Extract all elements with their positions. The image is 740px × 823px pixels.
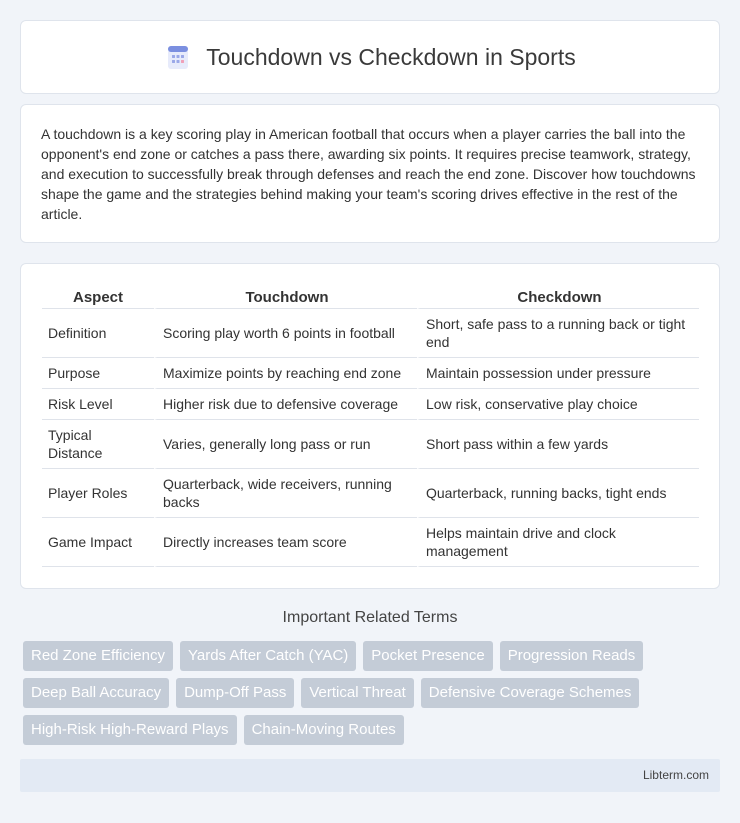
table-row <box>42 420 699 469</box>
table-row <box>42 469 699 518</box>
related-terms-heading: Important Related Terms <box>282 609 458 626</box>
related-term-tag[interactable]: Chain-Moving Routes <box>244 715 404 745</box>
column-header-checkdown: Checkdown <box>417 282 699 309</box>
footer-brand-link[interactable]: Libterm.com <box>642 768 709 782</box>
related-term-tag[interactable]: Defensive Coverage Schemes <box>421 678 640 708</box>
table-row <box>42 309 699 358</box>
table-cell: Risk Level <box>42 389 154 420</box>
related-term-tag[interactable]: Deep Ball Accuracy <box>23 678 169 708</box>
related-term-tag[interactable]: Dump-Off Pass <box>176 678 294 708</box>
table-cell: Definition <box>42 309 154 358</box>
table-row <box>42 518 699 567</box>
comparison-table <box>42 282 699 567</box>
intro-paragraph: A touchdown is a key scoring play in American football that occurs when a player carries the ball into the opponent's end zone or catches a pass there, awarding six points. It requires precise teamwork, strategy, and execution to successfully break through defenses and reach the end zone. Discover how touchdowns shape the game and the strategies behind making your team's scoring drives effective in the rest of the article. <box>41 126 696 222</box>
table-cell: Quarterback, running backs, tight ends <box>417 469 699 518</box>
table-row <box>42 358 699 389</box>
column-header-aspect: Aspect <box>42 282 154 309</box>
table-cell: Typical Distance <box>42 420 154 469</box>
related-term-tag[interactable]: Yards After Catch (YAC) <box>180 641 356 671</box>
table-header-row <box>42 282 699 309</box>
related-term-tag[interactable]: Pocket Presence <box>363 641 492 671</box>
intro-card <box>20 104 720 243</box>
table-cell: Maintain possession under pressure <box>417 358 699 389</box>
table-cell: Helps maintain drive and clock management <box>417 518 699 567</box>
footer <box>20 759 720 792</box>
table-cell: Purpose <box>42 358 154 389</box>
table-cell: Game Impact <box>42 518 154 567</box>
title-card <box>20 20 720 94</box>
related-term-tag[interactable]: Red Zone Efficiency <box>23 641 173 671</box>
table-cell: Low risk, conservative play choice <box>417 389 699 420</box>
table-cell: Short, safe pass to a running back or tight end <box>417 309 699 358</box>
page-title: Touchdown vs Checkdown in Sports <box>206 43 576 70</box>
table-cell: Quarterback, wide receivers, running backs <box>154 469 417 518</box>
table-cell: Player Roles <box>42 469 154 518</box>
comparison-table-card <box>20 263 720 589</box>
table-row <box>42 389 699 420</box>
related-term-tag[interactable]: Vertical Threat <box>301 678 413 708</box>
column-header-touchdown: Touchdown <box>154 282 417 309</box>
table-cell: Maximize points by reaching end zone <box>154 358 417 389</box>
table-cell: Scoring play worth 6 points in football <box>154 309 417 358</box>
table-cell: Higher risk due to defensive coverage <box>154 389 417 420</box>
table-cell: Directly increases team score <box>154 518 417 567</box>
table-cell: Varies, generally long pass or run <box>154 420 417 469</box>
related-terms-list <box>23 641 723 745</box>
table-cell: Short pass within a few yards <box>417 420 699 469</box>
related-term-tag[interactable]: High-Risk High-Reward Plays <box>23 715 237 745</box>
related-term-tag[interactable]: Progression Reads <box>500 641 644 671</box>
document-list-icon <box>164 43 192 71</box>
